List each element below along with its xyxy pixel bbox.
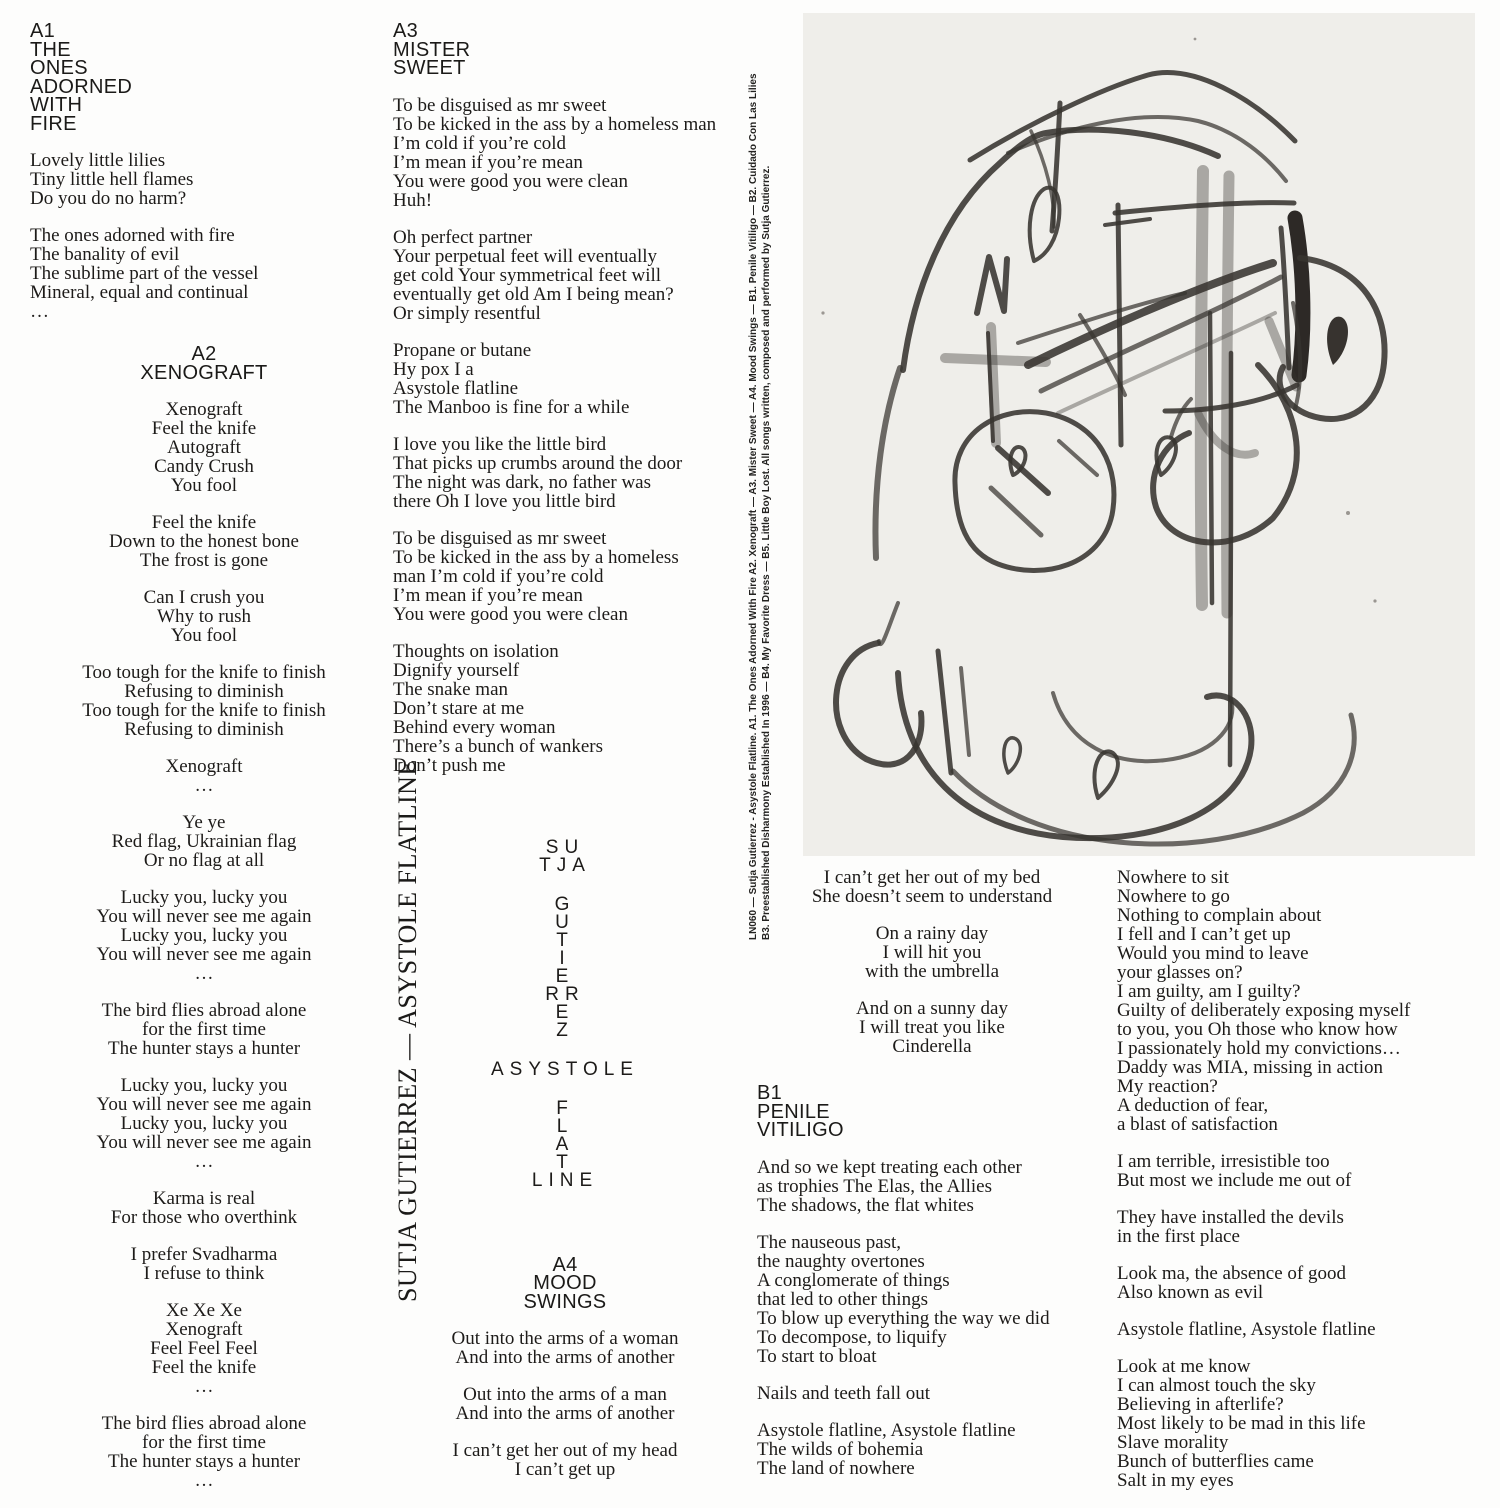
lyric-stanza: Xenograft … — [165, 756, 243, 796]
lyric-stanza: To be disguised as mr sweet To be kicked in the ass by a homeless man I’m cold if you’re cold I’m mean if you’re mean You were good you were clean — [393, 527, 679, 625]
spine-credits-line-2: B3. Preestablished Disharmony Established In 1996 — B4. My Favorite Dress — B5. Little Boy Lost. All songs written, composed and performed by Sutja Gutierrez. — [761, 165, 772, 940]
lyric-stanza: And so we kept treating each other as trophies The Elas, the Allies The shadows, the flat whites — [757, 1156, 1022, 1216]
charcoal-drawing-icon — [803, 13, 1475, 856]
lyric-stanza: And on a sunny day I will treat you like Cinderella — [856, 998, 1008, 1057]
lyric-stanza: On a rainy day I will hit you with the umbrella — [864, 923, 1000, 982]
lyric-stanza: Look ma, the absence of good Also known as evil — [1117, 1263, 1346, 1303]
lyrics-column-2 — [393, 22, 737, 1497]
lyric-stanza: Thoughts on isolation Dignify yourself The snake man Don’t stare at me Behind every woman There’s a bunch of wankers Don’t push me — [393, 640, 603, 776]
lyrics-column-4 — [1117, 868, 1495, 1508]
lyrics-column-1 — [30, 22, 378, 1508]
lyric-stanza: The ones adorned with fire The banality of evil The sublime part of the vessel Mineral, equal and continual … — [30, 225, 259, 322]
title-letter-stack: SU TJA G U T I E RR E Z ASYSTOLE F L A T LINE — [491, 836, 639, 1191]
track-header-b1: B1 PENILE VITILIGO — [757, 1082, 844, 1141]
lyric-stanza: Propane or butane Hy pox I a Asystole flatline The Manboo is fine for a while — [393, 339, 630, 418]
track-header-a3: A3 MISTER SWEET — [393, 20, 471, 79]
lyric-stanza: Lucky you, lucky you You will never see me again Lucky you, lucky you You will never see me again … — [96, 887, 312, 984]
lyric-stanza: Xenograft Feel the knife Autograft Candy Crush You fool — [151, 399, 257, 496]
lyric-stanza: I can’t get her out of my bed She doesn’t seem to understand — [811, 867, 1053, 907]
lyric-stanza: I am terrible, irresistible too But most we include me out of — [1117, 1151, 1352, 1191]
lyric-stanza: Xe Xe Xe Xenograft Feel Feel Feel Feel the knife … — [150, 1300, 258, 1397]
lyric-stanza: Look at me know I can almost touch the sky Believing in afterlife? Most likely to be mad in this life Slave morality Bunch of butterflies came Salt in my eyes — [1117, 1356, 1366, 1491]
lyric-stanza: I prefer Svadharma I refuse to think — [130, 1244, 278, 1284]
lyric-stanza: The nauseous past, the naughty overtones A conglomerate of things that led to other things To blow up everything the way we did To decompose, to liquify To start to bloat — [757, 1231, 1050, 1367]
lyric-stanza: Lucky you, lucky you You will never see me again Lucky you, lucky you You will never see me again … — [96, 1075, 312, 1172]
lyric-stanza: Feel the knife Down to the honest bone The frost is gone — [109, 512, 299, 571]
lyric-stanza: Out into the arms of a woman And into the arms of another — [451, 1328, 679, 1368]
lyrics-column-3 — [757, 868, 1107, 1496]
vertical-album-title: SUTJA GUTIERREZ — ASYSTOLE FLATLINE — [393, 759, 422, 1302]
lyric-stanza: Too tough for the knife to finish Refusing to diminish Too tough for the knife to finish Refusing to diminish — [82, 662, 326, 740]
lyric-stanza: The bird flies abroad alone for the first time The hunter stays a hunter … — [101, 1413, 307, 1491]
lyric-stanza: Nowhere to sit Nowhere to go Nothing to complain about I fell and I can’t get up Would you mind to leave your glasses on? I am guilty, am I guilty? Guilty of deliberately exposing myself to you, you Oh those who know how I passionately hold my convictions… Daddy was MIA, missing in action My reaction? A deduction of fear, a blast of satisfaction — [1117, 867, 1411, 1135]
lyric-stanza: I love you like the little bird That picks up crumbs around the door The night was dark, no father was there Oh I love you little bird — [393, 433, 683, 512]
track-header-a2: A2 XENOGRAFT — [140, 343, 268, 384]
spine-credits — [747, 20, 773, 940]
lyric-stanza: The bird flies abroad alone for the first time The hunter stays a hunter — [101, 1000, 307, 1059]
track-header-a4: A4 MOOD SWINGS — [523, 1253, 607, 1313]
lyric-stanza: Ye ye Red flag, Ukrainian flag Or no flag at all — [111, 812, 297, 871]
lyric-stanza: To be disguised as mr sweet To be kicked in the ass by a homeless man I’m cold if you’re cold I’m mean if you’re mean You were good you were clean Huh! — [393, 94, 717, 211]
lyric-stanza: Out into the arms of a man And into the arms of another — [455, 1384, 675, 1424]
lyric-stanza: They have installed the devils in the first place — [1117, 1207, 1344, 1247]
lyric-stanza: Lovely little lilies Tiny little hell flames Do you do no harm? — [30, 150, 194, 209]
lyric-stanza: Can I crush you Why to rush You fool — [143, 587, 265, 646]
lyric-stanza: Asystole flatline, Asystole flatline — [1117, 1319, 1376, 1340]
lyric-stanza: Karma is real For those who overthink — [110, 1188, 298, 1228]
lyric-stanza: I can’t get her out of my head I can’t get up — [452, 1440, 678, 1480]
artwork-paper — [803, 13, 1475, 856]
lyric-stanza: Oh perfect partner Your perpetual feet will eventually get cold Your symmetrical feet will eventually get old Am I being mean? Or simply resentful — [393, 226, 674, 324]
spine-credits-line-1: LN060 — Sutja Gutierrez - Asystole Flatline. A1. The Ones Adorned With Fire A2. Xenograft — A3. Mister Sweet — A4. Mood Swings — B1. Penile Vitiligo — B2. Cuidado Con Las Lilies — [748, 73, 759, 940]
lyric-stanza: Asystole flatline, Asystole flatline The wilds of bohemia The land of nowhere — [757, 1419, 1016, 1479]
track-header-a1: A1 THE ONES ADORNED WITH FIRE — [30, 20, 133, 135]
lyric-stanza: Nails and teeth fall out — [757, 1382, 931, 1404]
